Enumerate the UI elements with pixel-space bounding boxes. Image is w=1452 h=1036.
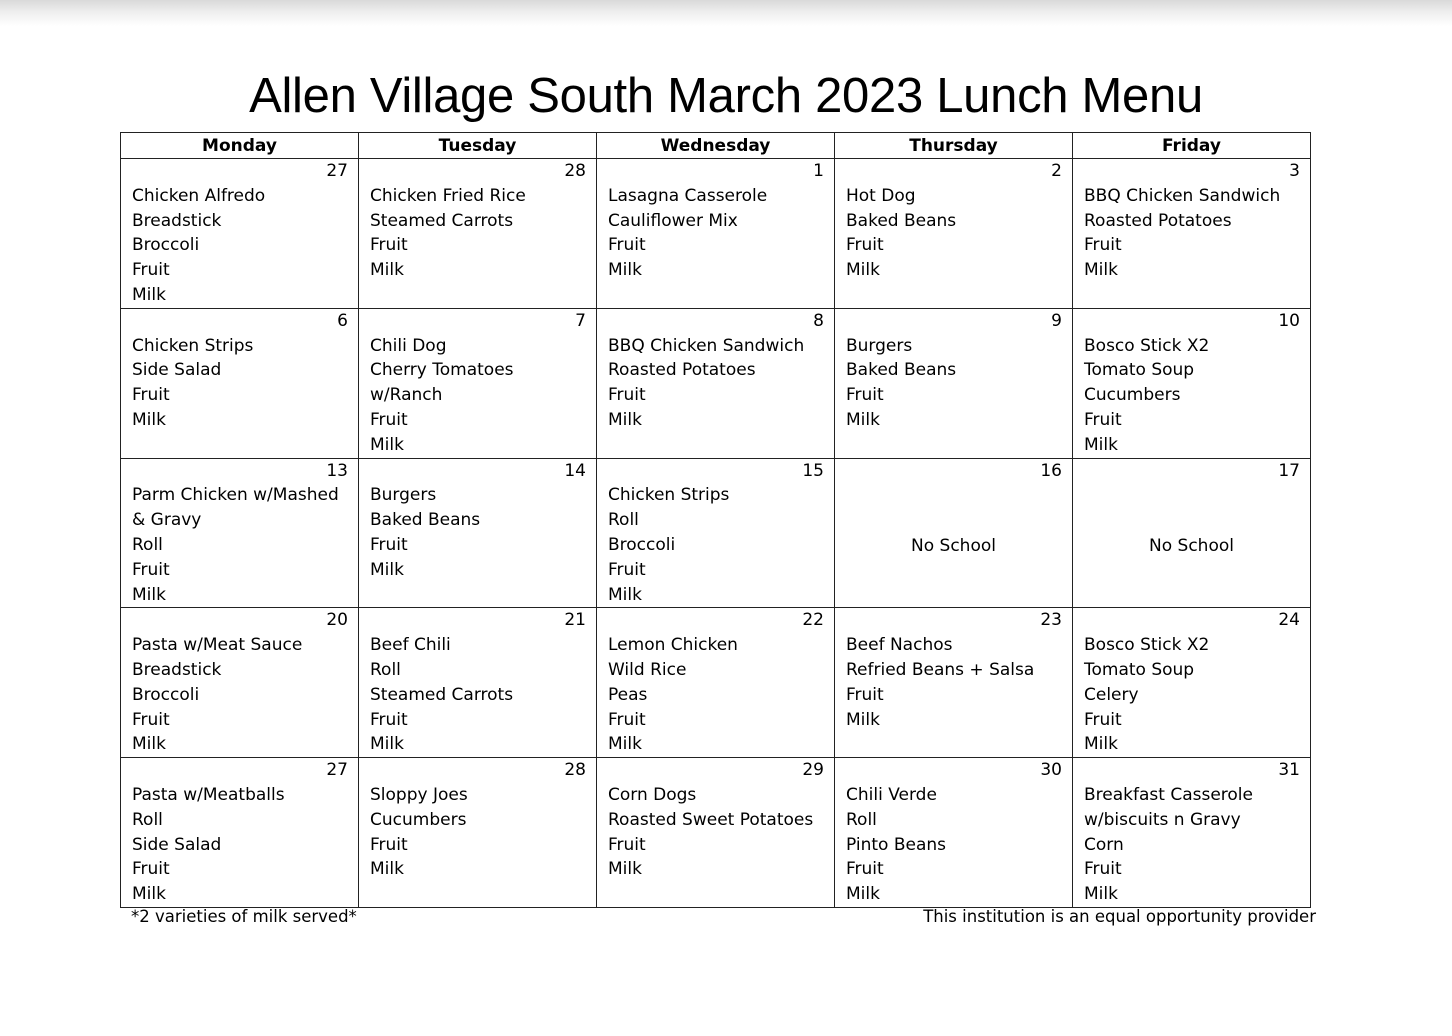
milk-note: *2 varieties of milk served* <box>131 907 357 926</box>
day-number: 29 <box>802 760 824 781</box>
day-number: 3 <box>1289 161 1300 181</box>
menu-item: Pasta w/Meatballs <box>132 784 285 805</box>
menu-item: Roasted Potatoes <box>1084 210 1232 231</box>
menu-item: Burgers <box>370 485 437 506</box>
menu-item: Milk <box>370 859 404 880</box>
day-number: 17 <box>1278 460 1300 481</box>
menu-item: Fruit <box>846 385 884 406</box>
menu-items <box>359 633 596 757</box>
menu-item: Fruit <box>132 709 170 730</box>
menu-item: Fruit <box>132 559 170 580</box>
day-cell <box>359 758 597 908</box>
menu-items <box>835 184 1072 283</box>
menu-item: Corn Dogs <box>608 784 697 805</box>
menu-item: Baked Beans <box>846 210 957 231</box>
day-number: 31 <box>1278 760 1300 781</box>
menu-item: Breadstick <box>132 210 222 231</box>
menu-item: Parm Chicken w/Mashed <box>132 485 339 506</box>
day-number: 15 <box>802 460 824 481</box>
day-cell <box>121 308 359 458</box>
menu-item: Bosco Stick X2 <box>1084 635 1210 656</box>
day-number: 1 <box>813 161 824 181</box>
day-cell <box>597 758 835 908</box>
day-cell <box>835 608 1073 758</box>
menu-item: Fruit <box>1084 709 1122 730</box>
menu-item: Fruit <box>132 859 170 880</box>
weekday-friday: Friday <box>1073 133 1311 159</box>
week-row <box>121 308 1311 458</box>
menu-items <box>121 783 358 907</box>
menu-item: Breadstick <box>132 659 222 680</box>
week-row <box>121 608 1311 758</box>
day-cell <box>835 159 1073 309</box>
menu-items <box>1073 633 1310 757</box>
day-cell <box>1073 308 1311 458</box>
week-row <box>121 758 1311 908</box>
menu-item: Milk <box>846 260 880 281</box>
menu-item: Milk <box>1084 260 1118 281</box>
menu-item: Side Salad <box>132 834 222 855</box>
menu-item: BBQ Chicken Sandwich <box>608 335 805 356</box>
menu-item: Milk <box>370 559 404 580</box>
day-number: 14 <box>564 460 586 481</box>
menu-items <box>835 334 1072 433</box>
menu-item: Fruit <box>608 559 646 580</box>
menu-item: Chicken Alfredo <box>132 185 266 206</box>
menu-item: Roasted Sweet Potatoes <box>608 809 814 830</box>
menu-item: Cauliflower Mix <box>608 210 738 231</box>
menu-item: Fruit <box>370 235 408 256</box>
day-cell <box>359 308 597 458</box>
day-number: 23 <box>1040 610 1062 631</box>
day-number: 27 <box>326 760 348 781</box>
day-number: 22 <box>802 610 824 631</box>
menu-item: Chili Dog <box>370 335 447 356</box>
menu-item: Roll <box>132 809 163 830</box>
menu-item: Milk <box>132 284 166 305</box>
day-number: 6 <box>337 310 348 331</box>
menu-item: Milk <box>370 434 404 455</box>
menu-item: Milk <box>1084 434 1118 455</box>
day-number: 20 <box>326 610 348 631</box>
menu-item: Milk <box>370 260 404 281</box>
day-cell <box>597 608 835 758</box>
menu-item: Milk <box>132 884 166 905</box>
day-cell <box>597 458 835 608</box>
menu-item: Broccoli <box>132 235 200 256</box>
menu-item: Lasagna Casserole <box>608 185 768 206</box>
day-number: 30 <box>1040 760 1062 781</box>
menu-item: Side Salad <box>132 360 222 381</box>
day-number: 7 <box>575 310 586 331</box>
day-cell <box>359 608 597 758</box>
menu-item: Fruit <box>846 859 884 880</box>
menu-items <box>597 483 834 607</box>
menu-items <box>359 184 596 283</box>
menu-items <box>359 483 596 582</box>
menu-item: Pasta w/Meat Sauce <box>132 635 303 656</box>
day-number: 24 <box>1278 610 1300 631</box>
menu-item: Celery <box>1084 684 1139 705</box>
menu-item: Milk <box>608 409 642 430</box>
day-cell <box>121 758 359 908</box>
day-cell <box>835 308 1073 458</box>
day-cell <box>835 758 1073 908</box>
menu-item: Broccoli <box>608 534 676 555</box>
day-number: 10 <box>1278 310 1300 331</box>
menu-item: Broccoli <box>132 684 200 705</box>
menu-item: Roll <box>370 659 401 680</box>
weekday-monday: Monday <box>121 133 359 159</box>
equal-opportunity-note: This institution is an equal opportunity provider <box>923 907 1316 926</box>
day-number: 9 <box>1051 310 1062 331</box>
menu-item: Fruit <box>608 235 646 256</box>
menu-item: Milk <box>608 584 642 605</box>
menu-items <box>121 633 358 757</box>
day-cell <box>1073 608 1311 758</box>
day-cell <box>597 159 835 309</box>
day-cell <box>1073 159 1311 309</box>
weekday-thursday: Thursday <box>835 133 1073 159</box>
menu-item: Roasted Potatoes <box>608 360 756 381</box>
day-cell <box>359 458 597 608</box>
menu-items <box>121 334 358 433</box>
menu-item: Roll <box>608 510 639 531</box>
menu-item: Baked Beans <box>370 510 481 531</box>
menu-item: Fruit <box>132 385 170 406</box>
day-cell <box>1073 758 1311 908</box>
menu-item: Milk <box>846 884 880 905</box>
weekday-header-row <box>121 133 1311 159</box>
top-shadow <box>0 0 1452 26</box>
menu-item: w/Ranch <box>370 385 443 406</box>
menu-item: Milk <box>608 859 642 880</box>
week-row <box>121 159 1311 309</box>
weekday-tuesday: Tuesday <box>359 133 597 159</box>
menu-item: Milk <box>370 734 404 755</box>
menu-item: Fruit <box>608 834 646 855</box>
menu-item: Fruit <box>846 684 884 705</box>
weekday-wednesday: Wednesday <box>597 133 835 159</box>
menu-item: Milk <box>132 409 166 430</box>
menu-item: w/biscuits n Gravy <box>1084 809 1241 830</box>
day-number: 28 <box>564 161 586 181</box>
day-cell <box>121 458 359 608</box>
menu-item: Milk <box>132 734 166 755</box>
day-cell <box>597 308 835 458</box>
menu-item: Fruit <box>370 409 408 430</box>
menu-items <box>835 783 1072 907</box>
menu-item: Steamed Carrots <box>370 210 514 231</box>
menu-item: Hot Dog <box>846 185 916 206</box>
menu-items <box>835 633 1072 732</box>
menu-items <box>121 184 358 308</box>
menu-item: Beef Chili <box>370 635 451 656</box>
menu-item: Roll <box>846 809 877 830</box>
menu-item: Wild Rice <box>608 659 687 680</box>
menu-item: Chili Verde <box>846 784 937 805</box>
menu-item: Cherry Tomatoes <box>370 360 514 381</box>
menu-item: Milk <box>846 409 880 430</box>
menu-item: Chicken Fried Rice <box>370 185 526 206</box>
menu-items <box>597 633 834 757</box>
menu-item: Tomato Soup <box>1084 360 1195 381</box>
menu-item: Pinto Beans <box>846 834 947 855</box>
menu-item: Roll <box>132 534 163 555</box>
menu-item: Corn <box>1084 834 1124 855</box>
menu-item: Fruit <box>370 534 408 555</box>
no-school-note: No School <box>911 535 996 556</box>
day-cell <box>1073 458 1311 608</box>
menu-item: Fruit <box>132 260 170 281</box>
menu-item: Cucumbers <box>1084 385 1181 406</box>
menu-items <box>597 334 834 433</box>
menu-items <box>597 184 834 283</box>
day-number: 8 <box>813 310 824 331</box>
menu-item: Refried Beans + Salsa <box>846 659 1035 680</box>
day-cell <box>121 159 359 309</box>
menu-item: Cucumbers <box>370 809 467 830</box>
menu-item: Bosco Stick X2 <box>1084 335 1210 356</box>
menu-items <box>597 783 834 882</box>
menu-items <box>359 783 596 882</box>
menu-item: Fruit <box>608 709 646 730</box>
menu-item: Milk <box>132 584 166 605</box>
menu-item: Tomato Soup <box>1084 659 1195 680</box>
day-cell <box>835 458 1073 608</box>
menu-item: Fruit <box>370 834 408 855</box>
day-cell <box>359 159 597 309</box>
menu-calendar <box>120 132 1311 908</box>
menu-item: BBQ Chicken Sandwich <box>1084 185 1281 206</box>
week-row <box>121 458 1311 608</box>
menu-item: Breakfast Casserole <box>1084 784 1253 805</box>
day-number: 28 <box>564 760 586 781</box>
menu-item: Milk <box>608 734 642 755</box>
day-number: 2 <box>1051 161 1062 181</box>
menu-item: Fruit <box>1084 235 1122 256</box>
day-number: 16 <box>1040 460 1062 481</box>
menu-item: & Gravy <box>132 510 202 531</box>
no-school-note: No School <box>1149 535 1234 556</box>
day-number: 27 <box>326 161 348 181</box>
menu-item: Milk <box>846 709 880 730</box>
day-number: 21 <box>564 610 586 631</box>
menu-item: Chicken Strips <box>608 485 730 506</box>
menu-item: Burgers <box>846 335 913 356</box>
menu-item: Peas <box>608 684 648 705</box>
menu-items <box>1073 184 1310 283</box>
menu-item: Fruit <box>1084 409 1122 430</box>
menu-item: Fruit <box>370 709 408 730</box>
day-cell <box>121 608 359 758</box>
menu-item: Baked Beans <box>846 360 957 381</box>
menu-item: Chicken Strips <box>132 335 254 356</box>
menu-item: Milk <box>608 260 642 281</box>
menu-items <box>121 483 358 607</box>
menu-item: Milk <box>1084 884 1118 905</box>
menu-item: Fruit <box>846 235 884 256</box>
menu-item: Milk <box>1084 734 1118 755</box>
menu-item: Sloppy Joes <box>370 784 468 805</box>
day-number: 13 <box>326 460 348 481</box>
page-title: Allen Village South March 2023 Lunch Menu <box>249 69 1203 123</box>
menu-item: Fruit <box>1084 859 1122 880</box>
menu-items <box>359 334 596 458</box>
menu-weeks <box>121 159 1311 908</box>
menu-item: Lemon Chicken <box>608 635 738 656</box>
menu-items <box>1073 334 1310 458</box>
menu-items <box>1073 783 1310 907</box>
menu-item: Beef Nachos <box>846 635 953 656</box>
menu-item: Steamed Carrots <box>370 684 514 705</box>
menu-item: Fruit <box>608 385 646 406</box>
